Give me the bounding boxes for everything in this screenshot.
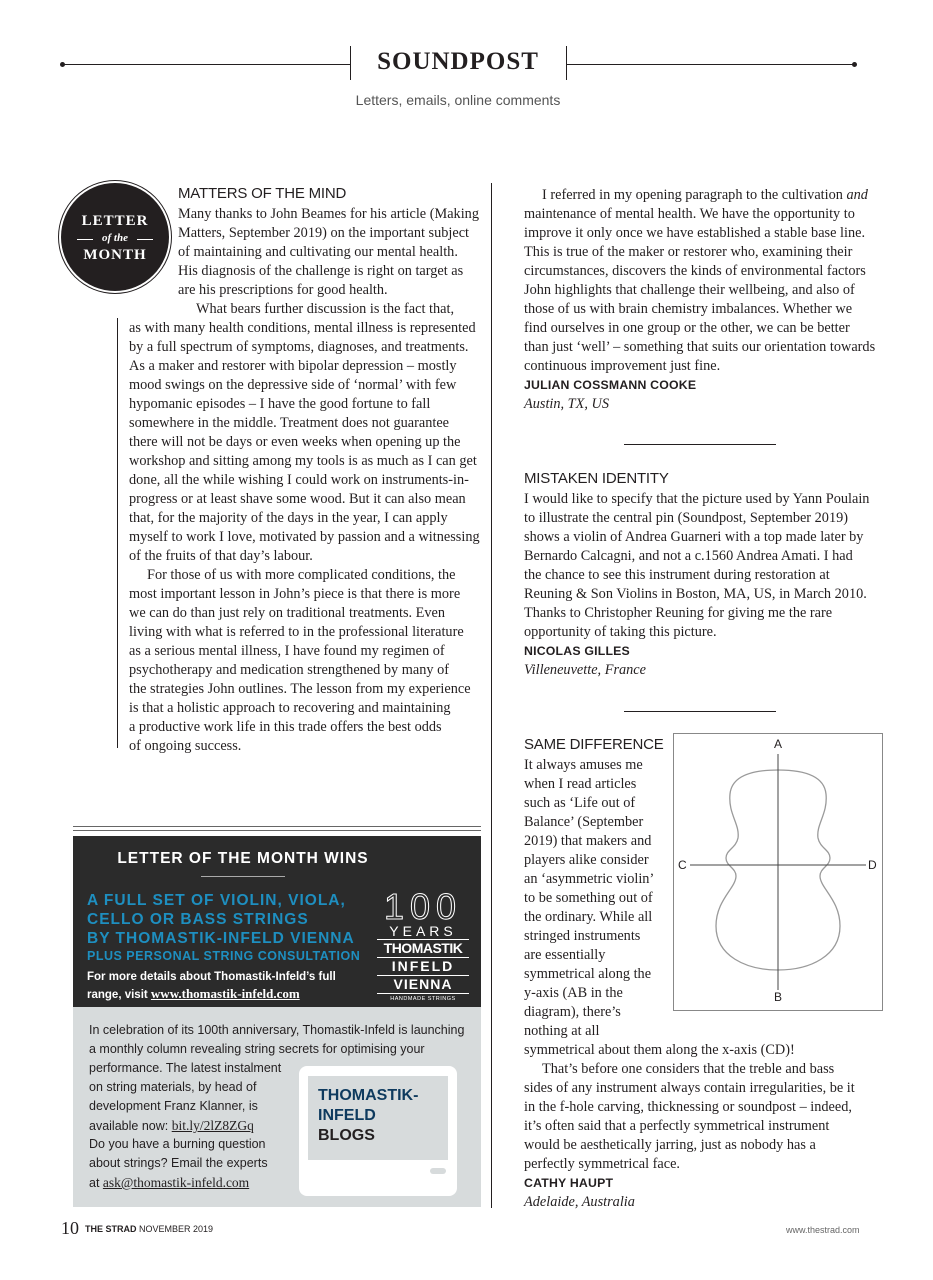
diagram-label-a: A [774,737,783,751]
letter3-line: players alike consider [524,852,649,868]
blog-email-link[interactable]: ask@thomastik-infeld.com [102,1175,250,1190]
letter3-line: it’s often said that a perfectly symmetrical instrument [524,1118,830,1134]
letter2-line: the chance to see this instrument during restoration at [524,567,830,583]
monitor-icon [299,1066,457,1196]
letter3-line: symmetrical about them along the x-axis (CD)! [524,1042,795,1058]
header-bar-left [350,46,351,80]
footer-publication [85,1224,213,1234]
letter3-line: nothing at all [524,1023,600,1039]
logo-tagline: HANDMADE STRINGS [390,996,456,1002]
letter1-cont-line: find ourselves in one group or the other, we can be better [524,320,850,336]
letter1-line: Matters, September 2019) on the important subject [178,225,470,241]
diagram-label-d: D [868,858,877,872]
letter1-line: workshop and sitting among my tools is as much as I can get [129,453,477,469]
letter3-line: sides of any instrument always contain irregularities, be it [524,1080,855,1096]
thomastik-website-link[interactable]: www.thomastik-infeld.com [150,986,300,1001]
badge-rule-right [137,239,153,240]
letter1-heading: MATTERS OF THE MIND [178,185,347,202]
prize-line: CELLO OR BASS STRINGS [87,911,309,928]
letter3-line: in the f-hole carving, thicknessing or soundpost – indeed, [524,1099,852,1115]
letter1-line: there will not be days or even weeks when opening up the [129,434,461,450]
letter3-heading: SAME DIFFERENCE [524,736,664,753]
letter1-line: Many thanks to John Beames for his article (Making [178,206,479,222]
prize-details-line [87,986,300,1002]
letter1-author: JULIAN COSSMANN COOKE [524,378,697,392]
letter1-line: as with many health conditions, mental illness is represented [129,320,476,336]
prize-panel [73,836,481,1007]
letter2-line: Thanks to Christopher Reuning for giving me the rare [524,605,833,621]
letter1-line: myself to work I love, motivated by passion and a witnessing [129,529,480,545]
letter1-line: For those of us with more complicated conditions, the [147,567,456,583]
letter1-line: hypomanic episodes – I have the good fortune to fall [129,396,431,412]
badge-line-2: of the [102,232,128,244]
letter1-line: What bears further discussion is the fact that, [196,301,455,317]
blog-line: a monthly column revealing string secrets for optimising your [89,1042,425,1056]
publication-name: THE STRAD [85,1224,137,1234]
letter1-line: by a full spectrum of symptoms, diagnoses, and treatments. [129,339,469,355]
letter1-line: His diagnosis of the challenge is right on target as [178,263,464,279]
letter3-location: Adelaide, Australia [524,1194,635,1210]
footer-website: www.thestrad.com [786,1225,860,1235]
blog-line: In celebration of its 100th anniversary, Thomastik-Infeld is launching [89,1023,465,1037]
blog-line: Do you have a burning question [89,1137,266,1151]
thomastik-100-years-logo [377,886,469,1002]
letter1-line: psychotherapy and medication strengthened by many of [129,662,449,678]
page-number: 10 [61,1218,79,1238]
diagram-label-c: C [678,858,687,872]
blog-line [89,1173,249,1193]
blog-line-prefix: available now: [89,1119,172,1133]
screen-line: THOMASTIK- [318,1087,419,1104]
prize-title: LETTER OF THE MONTH WINS [117,850,369,867]
letter1-line: we can do than just rely on traditional treatments. Even [129,605,446,621]
violin-outline-graphic [674,734,882,1010]
monitor-screen [308,1076,448,1160]
letter3-line: such as ‘Life out of [524,795,636,811]
prize-line: A FULL SET OF VIOLIN, VIOLA, [87,892,346,909]
letter1-line: is that a holistic approach to recovering and maintaining [129,700,451,716]
letter1-cont-line: than just ‘well’ – something that suits our orientation towards [524,339,876,355]
blog-line-prefix: at [89,1176,103,1190]
letter3-line: 2019) that makers and [524,833,652,849]
letter1-cont-line: maintenance of mental health. We have the opportunity to [524,206,855,222]
letter2-location: Villeneuvette, France [524,662,646,678]
letter1-cont-line: I referred in my opening paragraph to the cultivation and [542,187,868,203]
blog-line: about strings? Email the experts [89,1156,268,1170]
letter3-author: CATHY HAUPT [524,1176,614,1190]
letter2-line: shows a violin of Andrea Guarneri with a top made later by [524,529,864,545]
header-rule-left [62,64,350,65]
publication-issue: NOVEMBER 2019 [139,1224,214,1234]
letter2-line: to illustrate the central pin (Soundpost, September 2019) [524,510,848,526]
separator-rule-1 [624,444,776,445]
blog-line [89,1116,254,1136]
letter1-cont-line: John highlights that challenge their wellbeing, and also of [524,282,855,298]
letter1-margin-rule [117,318,118,748]
letter1-body [129,319,480,756]
letter3-line: would be aesthetically jarring, just as nobody has a [524,1137,816,1153]
prize-line: BY THOMASTIK-INFELD VIENNA [87,930,355,947]
logo-line: INFELD [377,958,469,976]
logo-line: THOMASTIK [377,940,469,958]
logo-number: 100 [383,886,463,927]
blog-short-link[interactable]: bit.ly/2lZ8ZGq [171,1118,254,1133]
letter1-cont-line: circumstances, discovers the kinds of environmental factors [524,263,866,279]
header-bar-right [566,46,567,80]
letter3-line: to be something out of [524,890,653,906]
prize-subline: PLUS PERSONAL STRING CONSULTATION [87,949,361,963]
letter1-location: Austin, TX, US [524,396,609,412]
letter3-line: diagram), there’s [524,1004,621,1020]
letter-of-the-month-badge [61,183,169,291]
letter1-line: mood swings on the depressive side of ‘normal’ with few [129,377,457,393]
logo-line: VIENNA [377,976,469,994]
letter1-cont-line: those of us with brain chemistry imbalances. Whether we [524,301,853,317]
header-dot-right [852,62,857,67]
column-divider [491,183,492,1208]
letter1-line: as a serious mental illness, I have found my regimen of [129,643,445,659]
italic-emphasis: and [846,187,868,203]
letter3-line: It always amuses me [524,757,643,773]
letter1-line: of the fruits of that day’s labour. [129,548,313,564]
letter1-line: As a maker and restorer with bipolar depression – mostly [129,358,457,374]
prize-details-prefix: range, visit [87,989,151,1001]
badge-line-3: MONTH [83,247,147,263]
letter1-line: progress or at least shave some wood. But it can also mean [129,491,466,507]
letter2-line: I would like to specify that the picture used by Yann Poulain [524,491,870,507]
letter3-line: symmetrical along the [524,966,652,982]
ad-top-rule-2 [73,830,481,831]
letter2-heading: MISTAKEN IDENTITY [524,470,669,487]
letter3-line: y-axis (AB in the [524,985,623,1001]
screen-line: BLOGS [318,1127,375,1144]
letter1-line: done, all the while wishing I could work on instruments-in- [129,472,469,488]
section-title: SOUNDPOST [377,48,539,75]
letter1-line: of maintaining and cultivating our mental health. [178,244,458,260]
blog-line: development Franz Klanner, is [89,1099,258,1113]
ad-top-rule-1 [73,826,481,827]
letter1-intro [178,205,479,300]
prize-details-line: For more details about Thomastik-Infeld’s full [87,971,336,983]
blog-line: on string materials, by head of [89,1080,257,1094]
header-rule-right [566,64,854,65]
letter2-body [524,490,869,680]
letter3-line: Balance’ (September [524,814,644,830]
letter3-line: the ordinary. While all [524,909,653,925]
badge-line-1: LETTER [81,213,149,229]
section-subtitle: Letters, emails, online comments [355,92,561,108]
letter1-line: that, for the majority of the days in the year, I can apply [129,510,448,526]
prize-title-rule [201,876,285,877]
letter1-line: the strategies John outlines. The lesson from my experience [129,681,471,697]
diagram-label-b: B [774,990,783,1004]
letter2-line: Bernardo Calcagni, and not a c.1560 Andrea Amati. I had [524,548,853,564]
letter1-line: living with what is referred to in the professional literature [129,624,464,640]
letter3-line: stringed instruments [524,928,641,944]
letter1-continuation [524,186,875,414]
letter3-line: perfectly symmetrical face. [524,1156,680,1172]
letter1-line: somewhere in the middle. Treatment does not guarantee [129,415,450,431]
letter2-line: Reuning & Son Violins in Boston, MA, US, in March 2010. [524,586,867,602]
separator-rule-2 [624,711,776,712]
letter3-line: an ‘asymmetric violin’ [524,871,655,887]
violin-symmetry-diagram [673,733,883,1011]
letter1-line: of ongoing success. [129,738,242,754]
letter1-line: a productive work life in this trade offers the best odds [129,719,442,735]
letter1-cont-line: continuous improvement just fine. [524,358,721,374]
monitor-button-icon [430,1168,446,1174]
letter3-line: when I read articles [524,776,637,792]
blog-panel [73,1007,481,1207]
letter3-line: are essentially [524,947,606,963]
letter2-author: NICOLAS GILLES [524,644,630,658]
letter1-line: most important lesson in John’s piece is that there is more [129,586,461,602]
blog-line: performance. The latest instalment [89,1061,282,1075]
letter3-line: That’s before one considers that the treble and bass [542,1061,835,1077]
letter1-line: are his prescriptions for good health. [178,282,388,298]
logo-years: YEARS [377,923,469,940]
letter1-cont-line: improve it only once we have established a stable base line. [524,225,866,241]
letter1-cont-line: This is true of the maker or restorer who, examining their [524,244,853,260]
letter2-line: opportunity of taking this picture. [524,624,717,640]
screen-line: INFELD [318,1107,376,1124]
